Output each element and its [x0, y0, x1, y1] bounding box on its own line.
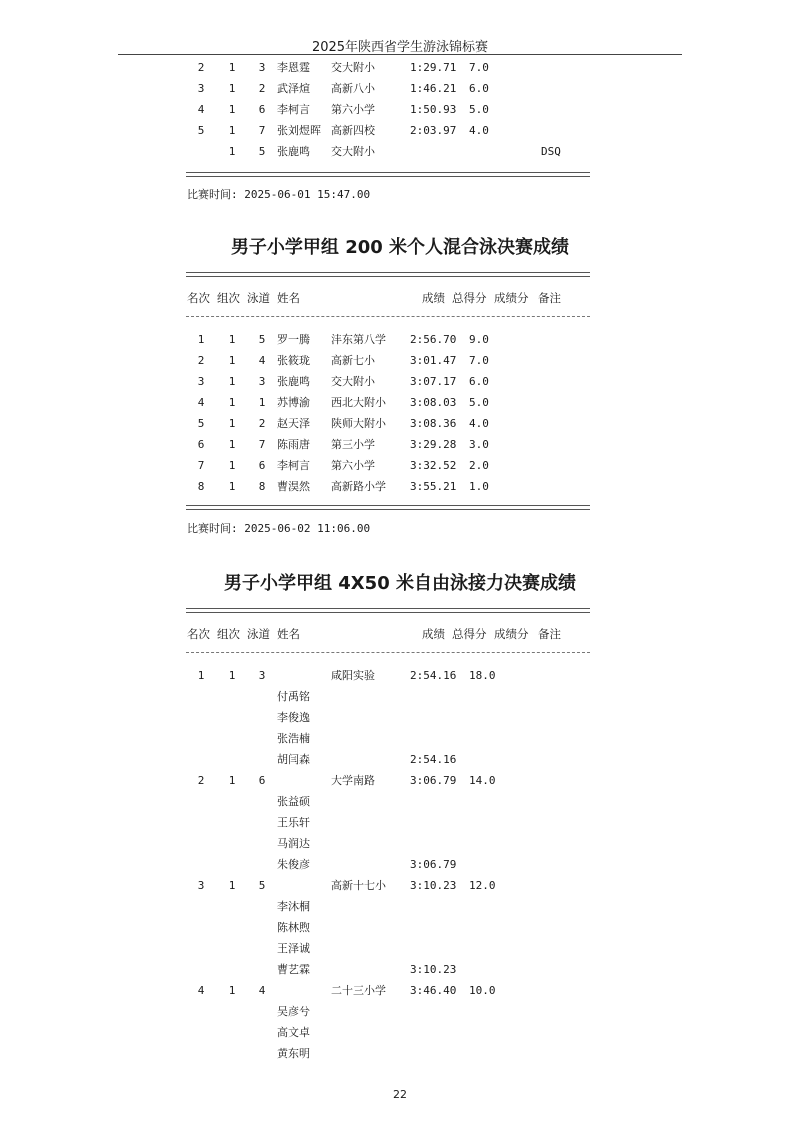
table-top-rule — [186, 272, 590, 277]
group-cell: 1 — [228, 774, 236, 787]
group-cell: 1 — [228, 61, 236, 74]
section-title-relay: 男子小学甲组 4X50 米自由泳接力决赛成绩 — [224, 573, 576, 594]
member-name: 黄东明 — [277, 1047, 310, 1060]
table-row — [0, 352, 800, 370]
rank-cell: 1 — [197, 333, 205, 346]
group-cell: 1 — [228, 354, 236, 367]
member-name: 朱俊彦 — [277, 858, 310, 871]
relay-team-row — [0, 982, 800, 1000]
group-cell: 1 — [228, 124, 236, 137]
col-total: 总得分 — [452, 627, 487, 641]
table-row — [0, 80, 800, 98]
time-cell: 2:54.16 — [410, 669, 457, 682]
group-cell: 1 — [228, 103, 236, 116]
name-cell: 罗一腾 — [277, 333, 310, 346]
rank-cell: 8 — [197, 480, 205, 493]
table-end-rule — [186, 505, 590, 510]
table-row — [0, 122, 800, 140]
header-dash-rule — [186, 652, 590, 653]
lane-cell: 6 — [258, 459, 266, 472]
member-name: 吴彦兮 — [277, 1005, 310, 1018]
rank-cell: 4 — [197, 103, 205, 116]
member-name: 陈林煦 — [277, 921, 310, 934]
table-row — [0, 478, 800, 496]
member-name: 李沐桐 — [277, 900, 310, 913]
table-row — [0, 143, 800, 161]
team-cell: 咸阳实验 — [331, 669, 375, 682]
lane-cell: 1 — [258, 396, 266, 409]
member-name: 王泽诚 — [277, 942, 310, 955]
team-cell: 二十三小学 — [331, 984, 386, 997]
note-cell: DSQ — [541, 145, 561, 158]
member-name: 胡闫森 — [277, 753, 310, 766]
team-cell: 高新四校 — [331, 124, 375, 137]
score-cell: 14.0 — [469, 774, 496, 787]
time-cell: 1:29.71 — [410, 61, 457, 74]
rank-cell: 4 — [197, 984, 205, 997]
col-time: 成绩 — [422, 627, 445, 641]
team-cell: 交大附小 — [331, 145, 375, 158]
score-cell: 18.0 — [469, 669, 496, 682]
name-cell: 武泽煊 — [277, 82, 310, 95]
col-time: 成绩 — [422, 291, 445, 305]
time-cell: 3:07.17 — [410, 375, 457, 388]
time-cell: 3:32.52 — [410, 459, 457, 472]
team-cell: 第三小学 — [331, 438, 375, 451]
relay-member-row — [0, 835, 800, 853]
member-name: 付禹铭 — [277, 690, 310, 703]
table-row — [0, 436, 800, 454]
team-cell: 高新七小 — [331, 354, 375, 367]
score-cell: 4.0 — [469, 417, 489, 430]
name-cell: 张鹿鸣 — [277, 375, 310, 388]
rank-cell: 3 — [197, 375, 205, 388]
table-row — [0, 457, 800, 475]
rank-cell: 2 — [197, 354, 205, 367]
lane-cell: 6 — [258, 103, 266, 116]
relay-member-row — [0, 1045, 800, 1063]
lane-cell: 6 — [258, 774, 266, 787]
member-name: 王乐轩 — [277, 816, 310, 829]
relay-member-row — [0, 793, 800, 811]
time-cell: 3:08.36 — [410, 417, 457, 430]
col-note: 备注 — [538, 291, 561, 305]
relay-team-row — [0, 877, 800, 895]
name-cell: 苏博渝 — [277, 396, 310, 409]
time-cell: 1:46.21 — [410, 82, 457, 95]
score-cell: 2.0 — [469, 459, 489, 472]
rank-cell: 1 — [197, 669, 205, 682]
lane-cell: 3 — [258, 375, 266, 388]
group-cell: 1 — [228, 984, 236, 997]
page-header-title: 2025年陕西省学生游泳锦标赛 — [311, 40, 489, 55]
name-cell: 曹淏然 — [277, 480, 310, 493]
rank-cell: 5 — [197, 417, 205, 430]
relay-member-row — [0, 856, 800, 874]
time-cell: 2:03.97 — [410, 124, 457, 137]
score-cell: 10.0 — [469, 984, 496, 997]
group-cell: 1 — [228, 375, 236, 388]
rank-cell: 3 — [197, 879, 205, 892]
time-cell: 3:01.47 — [410, 354, 457, 367]
score-cell: 6.0 — [469, 375, 489, 388]
col-lane: 泳道 — [247, 627, 270, 641]
rank-cell: 4 — [197, 396, 205, 409]
relay-team-row — [0, 772, 800, 790]
time-cell: 2:56.70 — [410, 333, 457, 346]
match-time-2: 比赛时间: 2025-06-02 11:06.00 — [187, 522, 371, 535]
member-name: 曹艺霖 — [277, 963, 310, 976]
col-total: 总得分 — [452, 291, 487, 305]
group-cell: 1 — [228, 417, 236, 430]
score-cell: 7.0 — [469, 61, 489, 74]
team-cell: 高新八小 — [331, 82, 375, 95]
relay-member-row — [0, 940, 800, 958]
col-name: 姓名 — [277, 291, 300, 305]
relay-member-row — [0, 814, 800, 832]
time-cell: 1:50.93 — [410, 103, 457, 116]
table-row — [0, 101, 800, 119]
lane-cell: 4 — [258, 984, 266, 997]
section-title-200im: 男子小学甲组 200 米个人混合泳决赛成绩 — [230, 237, 570, 258]
lane-cell: 7 — [258, 438, 266, 451]
col-group: 组次 — [217, 291, 240, 305]
relay-member-row — [0, 919, 800, 937]
name-cell: 李柯言 — [277, 459, 310, 472]
col-lane: 泳道 — [247, 291, 270, 305]
page-number: 22 — [393, 1088, 407, 1101]
relay-member-row — [0, 961, 800, 979]
team-cell: 沣东第八学 — [331, 333, 386, 346]
lane-cell: 7 — [258, 124, 266, 137]
group-cell: 1 — [228, 480, 236, 493]
table-row — [0, 415, 800, 433]
group-cell: 1 — [228, 879, 236, 892]
col-rank: 名次 — [187, 627, 210, 641]
score-cell: 12.0 — [469, 879, 496, 892]
score-cell: 1.0 — [469, 480, 489, 493]
relay-member-row — [0, 709, 800, 727]
member-time: 2:54.16 — [410, 753, 457, 766]
group-cell: 1 — [228, 669, 236, 682]
rank-cell: 6 — [197, 438, 205, 451]
group-cell: 1 — [228, 333, 236, 346]
rank-cell: 2 — [197, 774, 205, 787]
team-cell: 西北大附小 — [331, 396, 386, 409]
lane-cell: 2 — [258, 417, 266, 430]
table-end-rule — [186, 172, 590, 177]
table-row — [0, 394, 800, 412]
member-name: 张益硕 — [277, 795, 310, 808]
score-cell: 9.0 — [469, 333, 489, 346]
relay-member-row — [0, 751, 800, 769]
score-cell: 5.0 — [469, 103, 489, 116]
group-cell: 1 — [228, 396, 236, 409]
table-row — [0, 59, 800, 77]
score-cell: 7.0 — [469, 354, 489, 367]
team-cell: 第六小学 — [331, 459, 375, 472]
group-cell: 1 — [228, 459, 236, 472]
member-name: 高文卓 — [277, 1026, 310, 1039]
team-cell: 陕师大附小 — [331, 417, 386, 430]
table-top-rule — [186, 608, 590, 613]
name-cell: 李恩霆 — [277, 61, 310, 74]
lane-cell: 8 — [258, 480, 266, 493]
lane-cell: 5 — [258, 879, 266, 892]
time-cell: 3:10.23 — [410, 879, 457, 892]
time-cell: 3:06.79 — [410, 774, 457, 787]
lane-cell: 3 — [258, 669, 266, 682]
name-cell: 陈雨唐 — [277, 438, 310, 451]
team-cell: 交大附小 — [331, 375, 375, 388]
lane-cell: 3 — [258, 61, 266, 74]
col-score: 成绩分 — [494, 291, 529, 305]
name-cell: 李柯言 — [277, 103, 310, 116]
relay-member-row — [0, 730, 800, 748]
time-cell: 3:55.21 — [410, 480, 457, 493]
col-name: 姓名 — [277, 627, 300, 641]
group-cell: 1 — [228, 82, 236, 95]
time-cell: 3:29.28 — [410, 438, 457, 451]
col-group: 组次 — [217, 627, 240, 641]
group-cell: 1 — [228, 145, 236, 158]
team-cell: 高新十七小 — [331, 879, 386, 892]
lane-cell: 5 — [258, 145, 266, 158]
match-time-1: 比赛时间: 2025-06-01 15:47.00 — [187, 188, 371, 201]
team-cell: 大学南路 — [331, 774, 375, 787]
name-cell: 张鹿鸣 — [277, 145, 310, 158]
col-score: 成绩分 — [494, 627, 529, 641]
rank-cell: 5 — [197, 124, 205, 137]
name-cell: 张筱珑 — [277, 354, 310, 367]
member-time: 3:10.23 — [410, 963, 457, 976]
rank-cell: 2 — [197, 61, 205, 74]
team-cell: 交大附小 — [331, 61, 375, 74]
lane-cell: 5 — [258, 333, 266, 346]
rank-cell: 3 — [197, 82, 205, 95]
member-name: 张浩楠 — [277, 732, 310, 745]
relay-team-row — [0, 667, 800, 685]
member-name: 马润达 — [277, 837, 310, 850]
name-cell: 张刘煜晖 — [277, 124, 321, 137]
time-cell: 3:08.03 — [410, 396, 457, 409]
member-name: 李俊逸 — [277, 711, 310, 724]
table-row — [0, 331, 800, 349]
lane-cell: 2 — [258, 82, 266, 95]
group-cell: 1 — [228, 438, 236, 451]
time-cell: 3:46.40 — [410, 984, 457, 997]
table-row — [0, 373, 800, 391]
col-note: 备注 — [538, 627, 561, 641]
relay-member-row — [0, 898, 800, 916]
member-time: 3:06.79 — [410, 858, 457, 871]
relay-member-row — [0, 1003, 800, 1021]
rank-cell: 7 — [197, 459, 205, 472]
header-dash-rule — [186, 316, 590, 317]
score-cell: 6.0 — [469, 82, 489, 95]
lane-cell: 4 — [258, 354, 266, 367]
score-cell: 4.0 — [469, 124, 489, 137]
header-divider — [118, 54, 682, 55]
score-cell: 5.0 — [469, 396, 489, 409]
team-cell: 第六小学 — [331, 103, 375, 116]
score-cell: 3.0 — [469, 438, 489, 451]
col-rank: 名次 — [187, 291, 210, 305]
relay-member-row — [0, 688, 800, 706]
team-cell: 高新路小学 — [331, 480, 386, 493]
relay-member-row — [0, 1024, 800, 1042]
name-cell: 赵天泽 — [277, 417, 310, 430]
